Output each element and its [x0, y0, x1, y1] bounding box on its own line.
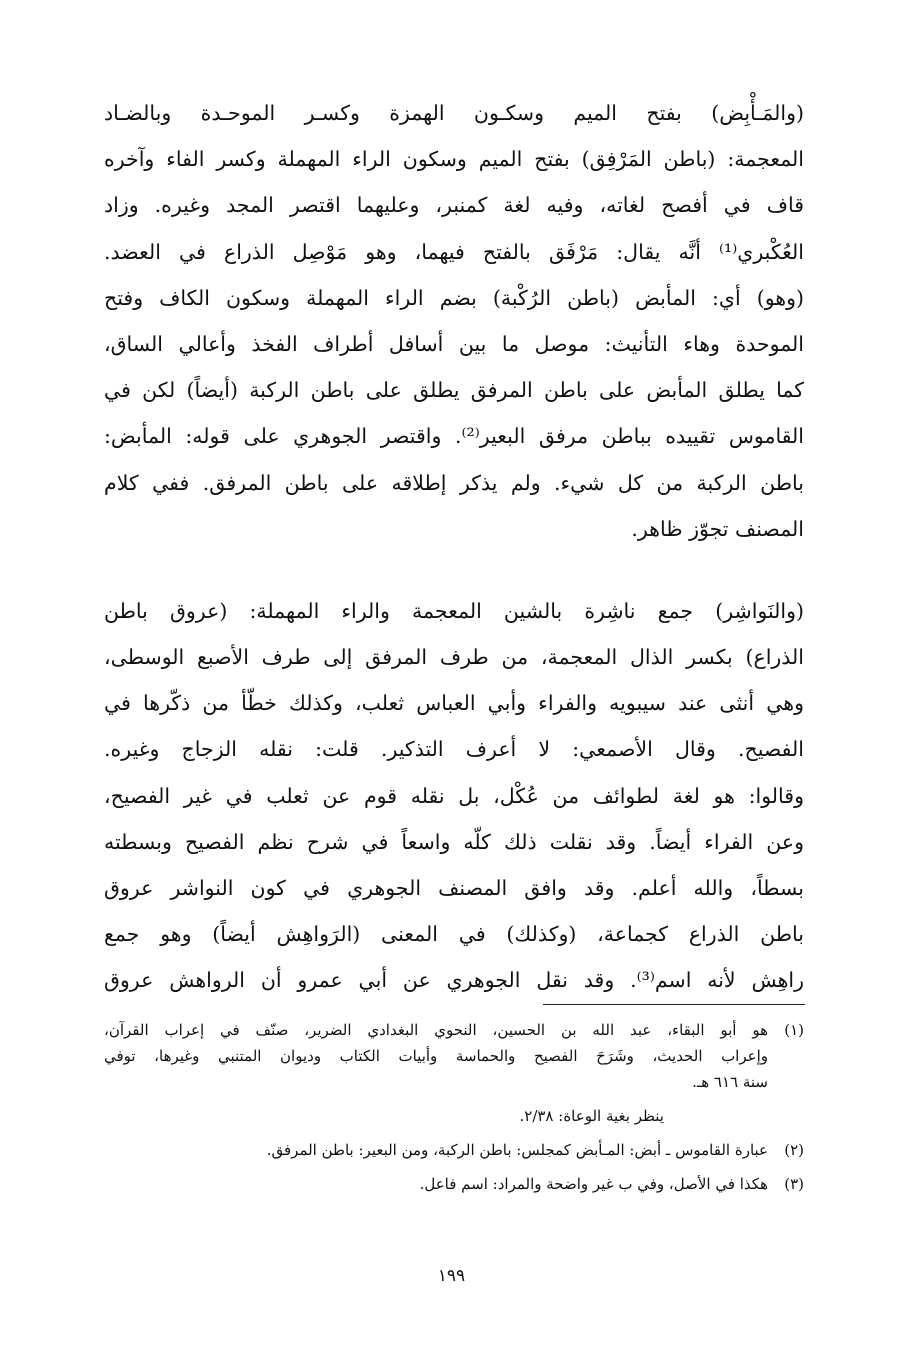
footnotes: [104, 1017, 804, 1197]
footnote-1: [104, 1017, 804, 1129]
footnote-line: [104, 1043, 804, 1069]
footnote-text: وإعراب الحديث، وشَرَحَ الفصيح والحماسة وأبيات الكتاب وديوان المتنبي وغيرها، توفي: [104, 1047, 768, 1065]
footnote-spacer: [104, 1129, 804, 1137]
footnote-number: (١): [784, 1021, 804, 1039]
main-text: [104, 90, 804, 1004]
text-line: المصنف تجوّز ظاهر.: [631, 516, 804, 541]
text-line: باطن الذراع كجماعة، (وكذلك) في المعنى (الرَواهِش أيضاً) وهو جمع: [104, 922, 804, 947]
footnote-line: [104, 1017, 804, 1043]
text-line: (والمَـأْبِض) بفتح الميم وسكـون الهمزة وكسـر الموحـدة وبالضـاد: [104, 101, 804, 125]
text-line: وقالوا: هو لغة لطوائف من عُكْل، بل نقله قوم عن ثعلب في غير الفصيح،: [104, 783, 804, 808]
footnote-spacer: [104, 1095, 804, 1103]
text-line: (والنَواشِر) جمع ناشِرة بالشين المعجمة والراء المهملة: (عروق باطن: [104, 598, 804, 623]
text-line: بسطاً، والله أعلم. وقد وافق المصنف الجوهري في كون النواشر عروق: [104, 876, 804, 900]
footnote-line: [104, 1103, 804, 1129]
footnote-text: هو أبو البقاء، عبد الله بن الحسين، النحوي البغدادي الضرير، صنّف في إعراب القرآن،: [104, 1021, 768, 1039]
text-line: القاموس تقييده بباطن مرفق البعير⁽²⁾. واقتصر الجوهري على قوله: المأبض:: [104, 424, 804, 449]
paragraph-mabid: [104, 90, 804, 552]
footnote-line: [104, 1137, 804, 1163]
footnote-3: [104, 1171, 804, 1197]
text-line: راهِش لأنه اسم⁽³⁾. وقد نقل الجوهري عن أبي عمرو أن الرواهش عروق: [104, 968, 804, 993]
text-line: وعن الفراء أيضاً. وقد نقلت ذلك كلّه واسعاً في شرح نظم الفصيح وبسطته: [104, 829, 804, 854]
footnote-number: (٢): [784, 1141, 804, 1159]
text-line: العُكْبري⁽¹⁾ أنَّه يقال: مَرْفَق بالفتح فيهما، وهو مَوْصِل الذراع في العضد.: [104, 239, 804, 264]
text-line: باطن الركبة من كل شيء. ولم يذكر إطلاقه على باطن المرفق. ففي كلام: [104, 470, 804, 495]
text-line: الذراع) بكسر الذال المعجمة، من طرف المرفق إلى طرف الأصبع الوسطى،: [104, 645, 804, 670]
paragraph-gap: [104, 552, 804, 588]
paragraph-nawashir: [104, 588, 804, 1004]
footnote-text: هكذا في الأصل، وفي ب غير واضحة والمراد: اسم فاعل.: [419, 1175, 768, 1193]
page-number: ١٩٩: [437, 1266, 466, 1286]
footnote-reference: ينظر بغية الوعاة: ٢/٣٨.: [519, 1107, 664, 1125]
footnote-text: عبارة القاموس ـ أبض: المـأبض كمجلس: باطن الركبة، ومن البعير: باطن المرفق.: [266, 1141, 768, 1159]
text-line: كما يطلق المأبض على باطن المرفق يطلق على باطن الركبة (أيضاً) لكن في: [104, 378, 804, 403]
footnote-2: [104, 1137, 804, 1163]
text-line: وهي أنثى عند سيبويه والفراء وأبي العباس ثعلب، وكذلك خطّأ من ذكّرها في: [104, 691, 804, 716]
footnote-separator: [543, 1004, 805, 1005]
text-line: الفصيح. وقال الأصمعي: لا أعرف التذكير. قلت: نقله الزجاج وغيره.: [104, 737, 804, 762]
text-line: المعجمة: (باطن المَرْفِق) بفتح الميم وسكون الراء المهملة وكسر الفاء وآخره: [104, 147, 804, 172]
text-line: قاف في أفصح لغاته، وفيه لغة كمنبر، وعليهما اقتصر المجد وغيره. وزاد: [104, 193, 804, 218]
footnote-line: [104, 1069, 804, 1095]
text-line: (وهو) أي: المأبض (باطن الرُكْبة) بضم الراء المهملة وسكون الكاف وفتح: [104, 285, 804, 310]
footnote-number: (٣): [784, 1175, 804, 1193]
footnote-spacer: [104, 1163, 804, 1171]
text-line: الموحدة وهاء التأنيث: موصل ما بين أسافل أطراف الفخذ وأعالي الساق،: [104, 331, 804, 356]
footnote-text: سنة ٦١٦ هـ.: [692, 1073, 768, 1091]
footnote-line: [104, 1171, 804, 1197]
